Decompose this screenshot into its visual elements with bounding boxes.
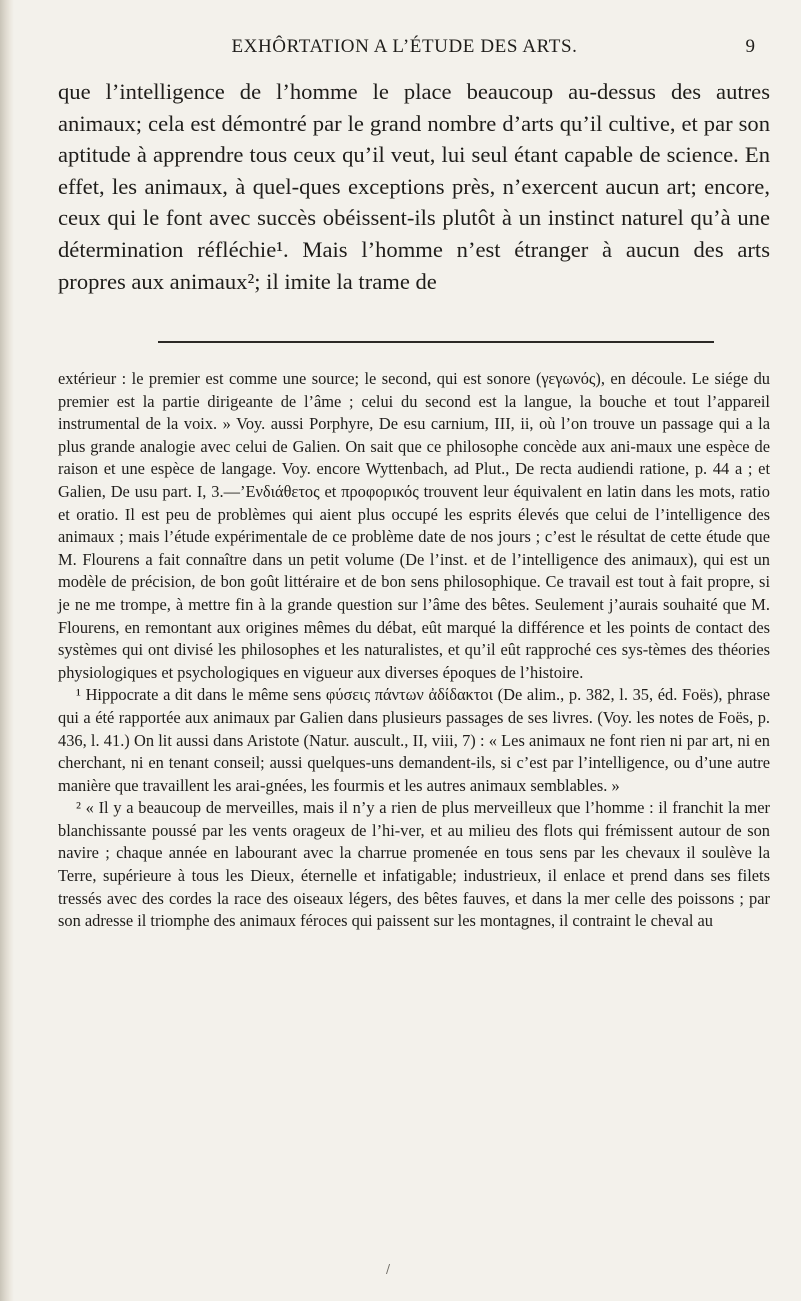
footnote-continuation: extérieur : le premier est comme une source; le second, qui est sonore (γεγωνός), en découle. Le siége du premier est la partie dirigeante de l’âme ; celui du second est la langue, la bouche et tout l’appareil instrumental de la voix. » Voy. aussi Porphyre, De esu carnium, III, ii, où l’on trouve un passage qui a la plus grande analogie avec celui de Galien. On sait que ce philosophe concède aux ani-maux une espèce de raison et une espèce de langage. Voy. encore Wyttenbach, ad Plut., De recta audiendi ratione, p. 44 a ; et Galien, De usu part. I, 3.—’Ενδιάθετος et προφορικός trouvent leur équivalent en latin dans les mots, ratio et oratio. Il est peu de problèmes qui aient plus occupé les esprits élevés que celui de l’intelligence des animaux ; mais l’étude expérimentale de ce problème date de nos jours ; c’est le résultat de cette étude que M. Flourens a fait connaître dans un petit volume (De l’inst. et de l’intelligence des animaux), qui est un modèle de précision, de bon goût littéraire et de bon sens philosophique. Ce travail est tout à fait propre, si je ne me trompe, à mettre fin à la grande question sur l’âme des bêtes. Seulement j’aurais souhaité que M. Flourens, en remontant aux origines mêmes du débat, eût marqué la différence et les points de contact des systèmes qui ont divisé les philosophes et les naturalistes, et qu’il eût rapproché ces sys-tèmes des théories physiologiques et psychologiques en vigueur aux diverses époques de l’histoire. bbox=[58, 369, 771, 682]
page-number: 9 bbox=[745, 36, 755, 57]
main-paragraph: que l’intelligence de l’homme le place beaucoup au-dessus des autres animaux; cela est démontré par le grand nombre d’arts qu’il cultive, et par son aptitude à apprendre tous ceux qu’il veut, lui seul étant capable de science. En effet, les animaux, à quel-ques exceptions près, n’exercent aucun art; encore, ceux qui le font avec succès obéissent-ils plutôt à un instinct naturel qu’à une détermination réfléchie¹. Mais l’homme n’est étranger à aucun des arts propres aux animaux²; il imite la trame de bbox=[58, 79, 770, 294]
footnotes bbox=[58, 368, 770, 933]
page-header bbox=[44, 36, 765, 64]
signature-mark: / bbox=[386, 1262, 391, 1276]
main-text bbox=[58, 76, 770, 297]
footnote-1: ¹ Hippocrate a dit dans le même sens φύσεις πάντων ἀδίδακτοι (De alim., p. 382, l. 35, éd. Foës), phrase qui a été rapportée aux animaux par Galien dans plusieurs passages de ses livres. (Voy. les notes de Foës, p. 436, l. 41.) On lit aussi dans Aristote (Natur. auscult., II, viii, 7) : « Les animaux ne font rien ni par art, ni en cherchant, ni en tenant conseil; aussi quelques-uns demandent-ils, si c’est par l’intelligence, ou d’une autre manière que travaillent les arai-gnées, les fourmis et les autres animaux semblables. » bbox=[58, 685, 770, 795]
footnote-2: ² « Il y a beaucoup de merveilles, mais il n’y a rien de plus merveilleux que l’homme : il franchit la mer blanchissante poussé par les vents orageux de l’hi-ver, et au milieu des flots qui frémissent autour de son navire ; chaque année en labourant avec la charrue promenée en tous sens par les chevaux il soulève la Terre, supérieure à tous les Dieux, éternelle et infatigable; industrieux, il enlace et prend dans ses filets tressés avec des cordes la race des oiseaux légers, des bêtes fauves, et dans la mer celle des poissons ; par son adresse il triomphe des animaux féroces qui paissent sur les montagnes, il contraint le cheval au bbox=[58, 798, 770, 931]
footnote-separator-rule bbox=[158, 341, 714, 343]
running-title: EXHÔRTATION A L’ÉTUDE DES ARTS. bbox=[231, 36, 578, 57]
page-binding-edge bbox=[0, 0, 14, 1301]
